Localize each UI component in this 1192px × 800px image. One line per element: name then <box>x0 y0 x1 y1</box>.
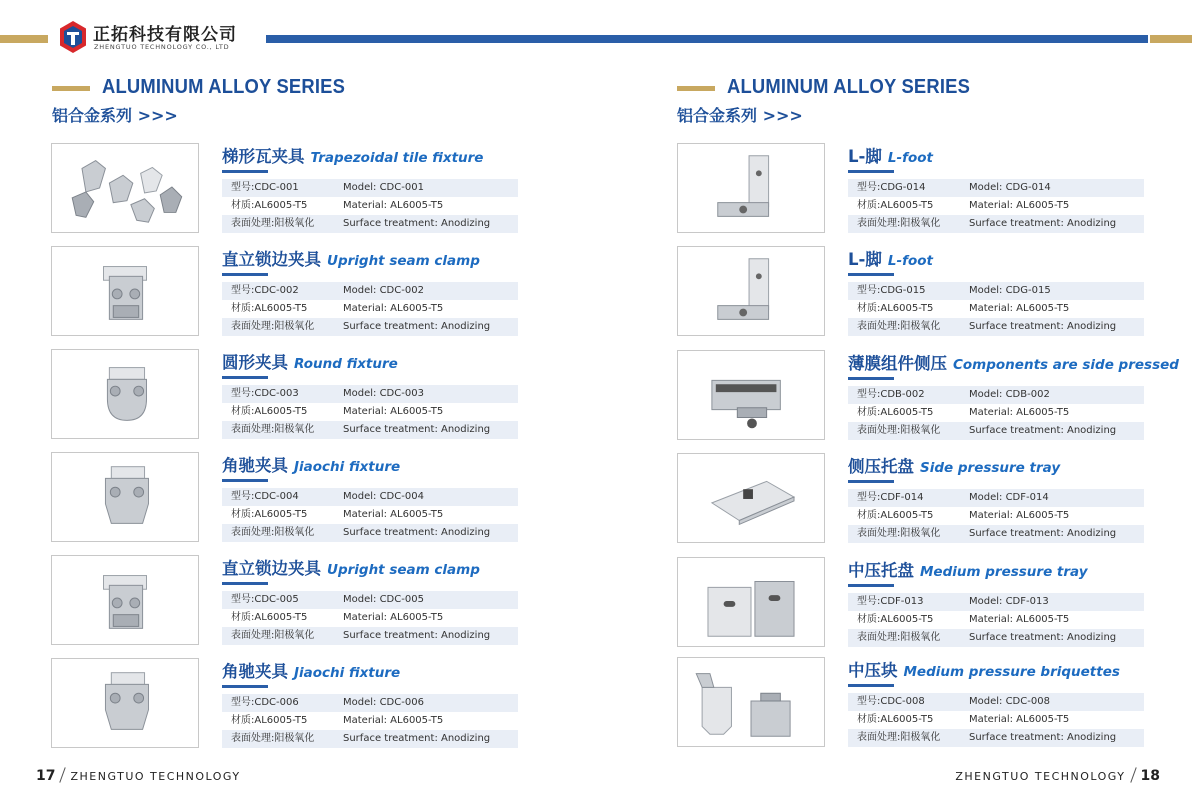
product-title-underline <box>848 273 894 276</box>
product-image-icon <box>52 144 198 232</box>
spec-row-material <box>848 711 1144 729</box>
product-title <box>222 555 480 579</box>
product-title-underline <box>222 273 268 276</box>
spec-model-cn: 型号:CDC-008 <box>857 696 925 707</box>
spec-surface-en: Surface treatment: Anodizing <box>969 321 1117 332</box>
spec-surface-en: Surface treatment: Anodizing <box>969 425 1117 436</box>
product-title-underline <box>848 170 894 173</box>
spec-row-surface <box>848 318 1144 336</box>
product-image-icon <box>52 659 198 747</box>
product-image-icon <box>52 247 198 335</box>
product-title <box>848 453 1060 477</box>
product-image-icon <box>52 350 198 438</box>
spec-row-material <box>848 300 1144 318</box>
product-image-icon <box>678 558 824 646</box>
spec-model-en: Model: CDF-013 <box>969 596 1049 607</box>
product-card <box>51 555 531 645</box>
spec-row-model <box>848 386 1144 404</box>
product-title <box>222 452 400 476</box>
page-number-left: 17 <box>36 768 56 784</box>
product-title-cn: L-脚 <box>848 250 882 269</box>
product-title-underline <box>222 376 268 379</box>
product-card <box>51 452 531 542</box>
product-title <box>222 349 398 373</box>
spec-row-model <box>222 694 518 712</box>
spec-surface-cn: 表面处理:阳极氧化 <box>231 424 315 435</box>
product-title-cn: 直立锁边夹具 <box>222 250 321 269</box>
product-title-cn: 中压托盘 <box>848 561 914 580</box>
spec-material-cn: 材质:AL6005-T5 <box>857 510 934 521</box>
spec-surface-cn: 表面处理:阳极氧化 <box>857 425 941 436</box>
spec-surface-en: Surface treatment: Anodizing <box>343 424 491 435</box>
spec-surface-cn: 表面处理:阳极氧化 <box>857 321 941 332</box>
series-title-en: ALUMINUM ALLOY SERIES <box>727 76 971 98</box>
product-title-en: Jiaochi fixture <box>294 665 401 681</box>
spec-model-cn: 型号:CDC-002 <box>231 285 299 296</box>
side-pressure-tray-photo <box>677 453 825 543</box>
spec-model-cn: 型号:CDC-005 <box>231 594 299 605</box>
footer-right <box>955 767 1160 784</box>
spec-material-cn: 材质:AL6005-T5 <box>857 714 934 725</box>
product-image-icon <box>678 144 824 232</box>
spec-row-surface <box>222 421 518 439</box>
spec-surface-cn: 表面处理:阳极氧化 <box>231 218 315 229</box>
spec-model-cn: 型号:CDF-014 <box>857 492 924 503</box>
spec-model-en: Model: CDG-014 <box>969 182 1051 193</box>
spec-table <box>848 282 1144 336</box>
jiaochi-fixture-photo <box>51 452 199 542</box>
spec-row-material <box>848 611 1144 629</box>
spec-model-en: Model: CDC-008 <box>969 696 1050 707</box>
spec-row-surface <box>848 215 1144 233</box>
l-foot-photo <box>677 143 825 233</box>
spec-row-surface <box>222 730 518 748</box>
spec-model-cn: 型号:CDG-015 <box>857 285 926 296</box>
product-title-cn: 梯形瓦夹具 <box>222 147 305 166</box>
spec-model-cn: 型号:CDC-003 <box>231 388 299 399</box>
footer-left <box>36 767 241 784</box>
spec-model-cn: 型号:CDC-001 <box>231 182 299 193</box>
spec-surface-cn: 表面处理:阳极氧化 <box>231 321 315 332</box>
spec-row-material <box>848 507 1144 525</box>
spec-row-surface <box>222 318 518 336</box>
product-title-cn: 角驰夹具 <box>222 662 288 681</box>
spec-model-en: Model: CDC-003 <box>343 388 424 399</box>
spec-row-material <box>222 506 518 524</box>
footer-brand-right: ZHENGTUO TECHNOLOGY <box>955 770 1126 783</box>
spec-material-cn: 材质:AL6005-T5 <box>231 200 308 211</box>
page-number-right: 18 <box>1140 768 1160 784</box>
spec-row-surface <box>848 729 1144 747</box>
spec-surface-cn: 表面处理:阳极氧化 <box>231 733 315 744</box>
spec-row-surface <box>848 422 1144 440</box>
product-title-cn: 侧压托盘 <box>848 457 914 476</box>
spec-material-cn: 材质:AL6005-T5 <box>231 303 308 314</box>
spec-surface-cn: 表面处理:阳极氧化 <box>857 732 941 743</box>
spec-model-en: Model: CDG-015 <box>969 285 1051 296</box>
round-fixture-photo <box>51 349 199 439</box>
product-title <box>848 143 933 167</box>
product-title-underline <box>222 582 268 585</box>
spec-row-surface <box>222 524 518 542</box>
jiaochi-fixture-photo <box>51 658 199 748</box>
spec-row-material <box>222 609 518 627</box>
spec-row-surface <box>222 627 518 645</box>
spec-row-surface <box>848 629 1144 647</box>
spec-model-en: Model: CDC-002 <box>343 285 424 296</box>
spec-model-cn: 型号:CDG-014 <box>857 182 926 193</box>
spec-material-en: Material: AL6005-T5 <box>969 303 1070 314</box>
spec-surface-cn: 表面处理:阳极氧化 <box>857 632 941 643</box>
spec-table <box>848 489 1144 543</box>
spec-material-en: Material: AL6005-T5 <box>969 407 1070 418</box>
product-title-en: Medium pressure briquettes <box>903 664 1120 680</box>
product-title <box>848 350 1179 374</box>
spec-table <box>222 488 518 542</box>
spec-table <box>848 593 1144 647</box>
logo-company-name-cn: 正拓科技有限公司 <box>93 25 237 45</box>
product-image-icon <box>678 351 824 439</box>
spec-model-en: Model: CDC-001 <box>343 182 424 193</box>
header-gold-bar-left <box>0 35 48 43</box>
medium-pressure-briquettes-photo <box>677 657 825 747</box>
spec-model-cn: 型号:CDC-006 <box>231 697 299 708</box>
spec-table <box>222 591 518 645</box>
spec-row-material <box>222 300 518 318</box>
product-title <box>222 246 480 270</box>
series-title-cn: 铝合金系列 >>> <box>52 106 178 125</box>
logo-company-name-en: ZHENGTUO TECHNOLOGY CO., LTD <box>94 43 230 51</box>
header-blue-bar <box>266 35 1148 43</box>
spec-surface-en: Surface treatment: Anodizing <box>343 733 491 744</box>
spec-row-model <box>222 591 518 609</box>
spec-table <box>848 386 1144 440</box>
spec-table <box>222 385 518 439</box>
spec-surface-cn: 表面处理:阳极氧化 <box>231 630 315 641</box>
spec-surface-en: Surface treatment: Anodizing <box>343 527 491 538</box>
spec-row-material <box>848 197 1144 215</box>
spec-row-model <box>222 488 518 506</box>
spec-surface-en: Surface treatment: Anodizing <box>343 630 491 641</box>
left-series-heading <box>52 76 372 131</box>
spec-material-en: Material: AL6005-T5 <box>343 303 444 314</box>
spec-row-surface <box>848 525 1144 543</box>
product-image-icon <box>52 556 198 644</box>
product-title-cn: 直立锁边夹具 <box>222 559 321 578</box>
product-title-underline <box>222 479 268 482</box>
product-card <box>677 657 1157 747</box>
spec-material-cn: 材质:AL6005-T5 <box>231 612 308 623</box>
spec-row-material <box>222 197 518 215</box>
spec-model-en: Model: CDF-014 <box>969 492 1049 503</box>
product-card <box>677 350 1179 440</box>
spec-material-cn: 材质:AL6005-T5 <box>857 303 934 314</box>
spec-material-en: Material: AL6005-T5 <box>969 614 1070 625</box>
series-gold-bar <box>52 86 90 91</box>
right-series-heading <box>677 76 997 131</box>
spec-material-en: Material: AL6005-T5 <box>343 715 444 726</box>
product-title-en: Components are side pressed <box>953 357 1179 373</box>
spec-row-material <box>222 403 518 421</box>
product-card <box>51 349 531 439</box>
product-card <box>51 246 531 336</box>
product-card <box>677 143 1157 233</box>
spec-material-cn: 材质:AL6005-T5 <box>231 406 308 417</box>
product-title <box>222 143 483 167</box>
product-title-en: Round fixture <box>294 356 398 372</box>
product-card <box>677 557 1157 647</box>
product-image-icon <box>52 453 198 541</box>
spec-row-model <box>222 385 518 403</box>
upright-seam-clamp-photo <box>51 555 199 645</box>
spec-surface-cn: 表面处理:阳极氧化 <box>857 528 941 539</box>
product-card <box>677 246 1157 336</box>
header-gold-bar-right <box>1150 35 1192 43</box>
product-title-en: Upright seam clamp <box>327 253 480 269</box>
footer-slash <box>1130 767 1136 782</box>
product-title <box>848 557 1088 581</box>
product-title-underline <box>848 480 894 483</box>
spec-material-en: Material: AL6005-T5 <box>969 510 1070 521</box>
product-card <box>677 453 1157 543</box>
product-title-en: Side pressure tray <box>920 460 1061 476</box>
spec-model-cn: 型号:CDC-004 <box>231 491 299 502</box>
spec-surface-en: Surface treatment: Anodizing <box>969 528 1117 539</box>
product-card <box>51 658 531 748</box>
spec-model-en: Model: CDC-005 <box>343 594 424 605</box>
spec-material-en: Material: AL6005-T5 <box>343 200 444 211</box>
product-title-en: Jiaochi fixture <box>294 459 401 475</box>
spec-material-cn: 材质:AL6005-T5 <box>231 509 308 520</box>
spec-material-en: Material: AL6005-T5 <box>969 200 1070 211</box>
spec-row-model <box>848 282 1144 300</box>
trapezoidal-tile-fixture-photo <box>51 143 199 233</box>
spec-model-en: Model: CDC-006 <box>343 697 424 708</box>
spec-row-material <box>848 404 1144 422</box>
company-logo <box>58 20 258 56</box>
footer-brand-left: ZHENGTUO TECHNOLOGY <box>70 770 241 783</box>
series-title-cn: 铝合金系列 >>> <box>677 106 803 125</box>
product-title-underline <box>848 584 894 587</box>
side-press-photo <box>677 350 825 440</box>
product-title <box>848 246 933 270</box>
medium-pressure-tray-photo <box>677 557 825 647</box>
spec-surface-cn: 表面处理:阳极氧化 <box>231 527 315 538</box>
upright-seam-clamp-photo <box>51 246 199 336</box>
product-title-cn: 圆形夹具 <box>222 353 288 372</box>
spec-row-surface <box>222 215 518 233</box>
product-image-icon <box>678 247 824 335</box>
product-title <box>848 657 1120 681</box>
product-title-underline <box>222 170 268 173</box>
l-foot-photo <box>677 246 825 336</box>
spec-row-model <box>222 179 518 197</box>
spec-table <box>222 282 518 336</box>
product-title-underline <box>848 377 894 380</box>
spec-table <box>222 179 518 233</box>
product-title-cn: 中压块 <box>848 661 898 680</box>
product-image-icon <box>678 454 824 542</box>
product-title-underline <box>848 684 894 687</box>
footer-slash <box>60 767 66 782</box>
spec-row-model <box>848 489 1144 507</box>
spec-material-en: Material: AL6005-T5 <box>969 714 1070 725</box>
series-gold-bar <box>677 86 715 91</box>
product-title-cn: L-脚 <box>848 147 882 166</box>
spec-material-cn: 材质:AL6005-T5 <box>857 614 934 625</box>
product-title-underline <box>222 685 268 688</box>
product-title-cn: 薄膜组件侧压 <box>848 354 947 373</box>
spec-table <box>848 693 1144 747</box>
spec-material-cn: 材质:AL6005-T5 <box>857 200 934 211</box>
product-title-cn: 角驰夹具 <box>222 456 288 475</box>
product-title-en: L-foot <box>887 253 933 269</box>
spec-row-model <box>222 282 518 300</box>
product-title-en: L-foot <box>887 150 933 166</box>
spec-surface-en: Surface treatment: Anodizing <box>343 218 491 229</box>
spec-model-en: Model: CDC-004 <box>343 491 424 502</box>
spec-surface-en: Surface treatment: Anodizing <box>969 732 1117 743</box>
product-title-en: Upright seam clamp <box>327 562 480 578</box>
spec-model-en: Model: CDB-002 <box>969 389 1050 400</box>
product-title-en: Trapezoidal tile fixture <box>310 150 484 166</box>
spec-material-cn: 材质:AL6005-T5 <box>857 407 934 418</box>
spec-row-model <box>848 179 1144 197</box>
spec-material-en: Material: AL6005-T5 <box>343 406 444 417</box>
spec-surface-cn: 表面处理:阳极氧化 <box>857 218 941 229</box>
logo-hexagon-icon <box>58 20 88 54</box>
spec-row-model <box>848 693 1144 711</box>
product-image-icon <box>678 658 824 746</box>
spec-row-material <box>222 712 518 730</box>
spec-material-en: Material: AL6005-T5 <box>343 612 444 623</box>
spec-material-en: Material: AL6005-T5 <box>343 509 444 520</box>
spec-surface-en: Surface treatment: Anodizing <box>969 632 1117 643</box>
spec-surface-en: Surface treatment: Anodizing <box>343 321 491 332</box>
spec-material-cn: 材质:AL6005-T5 <box>231 715 308 726</box>
spec-table <box>222 694 518 748</box>
product-card <box>51 143 531 233</box>
spec-model-cn: 型号:CDF-013 <box>857 596 924 607</box>
product-title-en: Medium pressure tray <box>920 564 1088 580</box>
spec-row-model <box>848 593 1144 611</box>
spec-table <box>848 179 1144 233</box>
spec-model-cn: 型号:CDB-002 <box>857 389 925 400</box>
spec-surface-en: Surface treatment: Anodizing <box>969 218 1117 229</box>
product-title <box>222 658 400 682</box>
series-title-en: ALUMINUM ALLOY SERIES <box>102 76 346 98</box>
